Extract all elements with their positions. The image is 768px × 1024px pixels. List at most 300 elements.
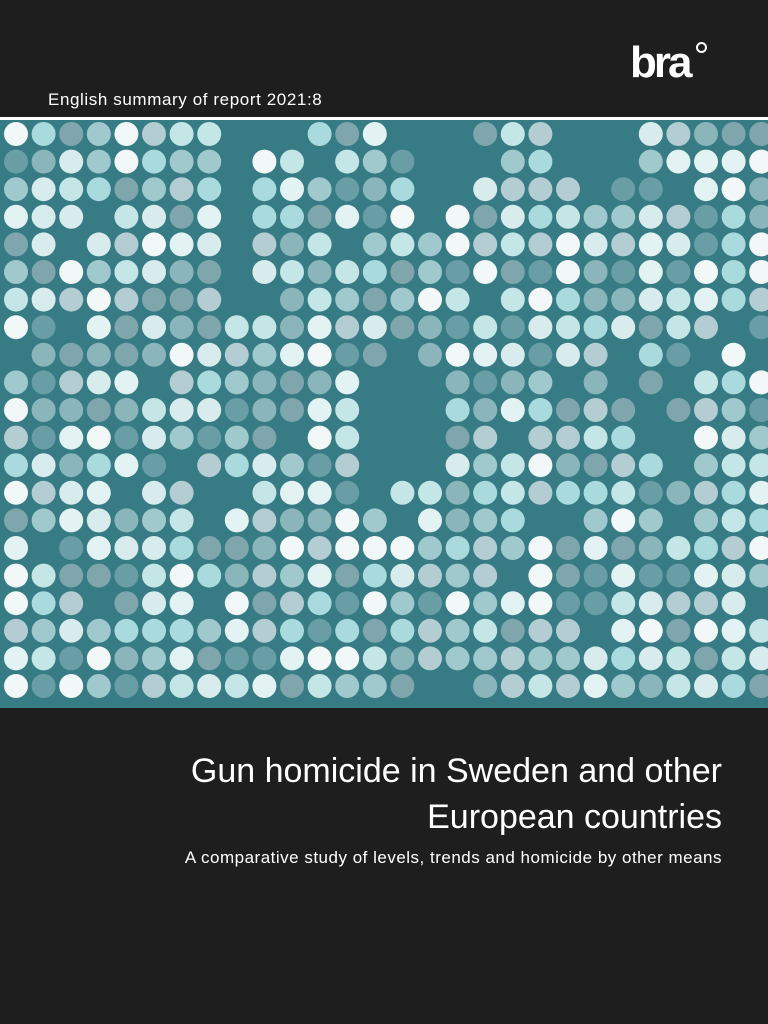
- pattern-dot: [308, 122, 332, 146]
- pattern-dot: [501, 343, 525, 367]
- pattern-dot: [749, 315, 768, 339]
- pattern-dot: [611, 260, 635, 284]
- pattern-dot: [749, 177, 768, 201]
- pattern-dot: [528, 232, 552, 256]
- pattern-dot: [611, 205, 635, 229]
- pattern-dot: [722, 343, 746, 367]
- pattern-dot: [252, 315, 276, 339]
- pattern-dot: [556, 591, 580, 615]
- pattern-dot: [749, 370, 768, 394]
- pattern-dot: [59, 591, 83, 615]
- pattern-dot: [390, 564, 414, 588]
- pattern-dot: [390, 288, 414, 312]
- pattern-dot: [308, 370, 332, 394]
- pattern-dot: [639, 508, 663, 532]
- pattern-dot: [142, 426, 166, 450]
- pattern-dot: [142, 177, 166, 201]
- pattern-dot: [390, 205, 414, 229]
- pattern-dot: [87, 150, 111, 174]
- pattern-dot: [197, 536, 221, 560]
- pattern-dot: [363, 122, 387, 146]
- title-block: [22, 748, 722, 868]
- pattern-dot: [501, 260, 525, 284]
- pattern-dot: [584, 343, 608, 367]
- pattern-dot: [32, 370, 56, 394]
- pattern-dot: [170, 508, 194, 532]
- pattern-dot: [446, 536, 470, 560]
- pattern-dot: [722, 564, 746, 588]
- pattern-dot: [252, 481, 276, 505]
- pattern-dot: [87, 646, 111, 670]
- pattern-dot: [32, 177, 56, 201]
- pattern-dot: [87, 122, 111, 146]
- pattern-dot: [308, 288, 332, 312]
- pattern-dot: [197, 343, 221, 367]
- pattern-dot: [666, 674, 690, 698]
- pattern-dot: [32, 343, 56, 367]
- pattern-dot: [87, 564, 111, 588]
- pattern-dot: [363, 536, 387, 560]
- pattern-dot: [335, 564, 359, 588]
- pattern-dot: [252, 426, 276, 450]
- pattern-dot: [225, 398, 249, 422]
- pattern-dot: [32, 398, 56, 422]
- pattern-dot: [749, 288, 768, 312]
- pattern-dot: [611, 315, 635, 339]
- pattern-dot: [694, 591, 718, 615]
- pattern-dot: [611, 481, 635, 505]
- pattern-dot: [170, 288, 194, 312]
- pattern-dot: [87, 426, 111, 450]
- dot-pattern-panel: [0, 120, 768, 708]
- pattern-dot: [87, 288, 111, 312]
- pattern-dot: [666, 591, 690, 615]
- pattern-dot: [446, 591, 470, 615]
- pattern-dot: [418, 343, 442, 367]
- pattern-dot: [87, 315, 111, 339]
- pattern-dot: [473, 564, 497, 588]
- pattern-dot: [501, 122, 525, 146]
- pattern-dot: [335, 508, 359, 532]
- pattern-dot: [280, 646, 304, 670]
- pattern-dot: [4, 426, 28, 450]
- pattern-dot: [639, 619, 663, 643]
- pattern-dot: [170, 591, 194, 615]
- pattern-dot: [170, 122, 194, 146]
- dot-pattern-graphic: [0, 120, 768, 708]
- pattern-dot: [556, 398, 580, 422]
- pattern-dot: [639, 564, 663, 588]
- pattern-dot: [694, 315, 718, 339]
- pattern-dot: [335, 674, 359, 698]
- pattern-dot: [446, 343, 470, 367]
- pattern-dot: [584, 260, 608, 284]
- pattern-dot: [59, 177, 83, 201]
- pattern-dot: [639, 288, 663, 312]
- pattern-dot: [87, 370, 111, 394]
- pattern-dot: [114, 674, 138, 698]
- pattern-dot: [722, 177, 746, 201]
- pattern-dot: [666, 150, 690, 174]
- pattern-dot: [418, 260, 442, 284]
- pattern-dot: [611, 288, 635, 312]
- pattern-dot: [142, 508, 166, 532]
- pattern-dot: [473, 536, 497, 560]
- pattern-dot: [446, 398, 470, 422]
- pattern-dot: [528, 343, 552, 367]
- pattern-dot: [252, 619, 276, 643]
- pattern-dot: [556, 205, 580, 229]
- pattern-dot: [528, 426, 552, 450]
- pattern-dot: [639, 646, 663, 670]
- pattern-dot: [114, 343, 138, 367]
- pattern-dot: [4, 150, 28, 174]
- pattern-dot: [584, 315, 608, 339]
- pattern-dot: [556, 343, 580, 367]
- pattern-dot: [473, 398, 497, 422]
- pattern-dot: [170, 150, 194, 174]
- pattern-dot: [473, 343, 497, 367]
- pattern-dot: [32, 260, 56, 284]
- pattern-dot: [446, 646, 470, 670]
- pattern-dot: [252, 674, 276, 698]
- pattern-dot: [390, 150, 414, 174]
- pattern-dot: [473, 315, 497, 339]
- pattern-dot: [390, 315, 414, 339]
- pattern-dot: [308, 343, 332, 367]
- pattern-dot: [87, 260, 111, 284]
- pattern-dot: [308, 619, 332, 643]
- pattern-dot: [280, 288, 304, 312]
- pattern-dot: [252, 508, 276, 532]
- pattern-dot: [4, 288, 28, 312]
- report-label: English summary of report 2021:8: [48, 90, 323, 109]
- pattern-dot: [722, 370, 746, 394]
- pattern-dot: [308, 453, 332, 477]
- pattern-dot: [639, 122, 663, 146]
- pattern-dot: [528, 536, 552, 560]
- pattern-dot: [473, 646, 497, 670]
- pattern-dot: [225, 564, 249, 588]
- pattern-dot: [335, 426, 359, 450]
- pattern-dot: [170, 619, 194, 643]
- pattern-dot: [722, 481, 746, 505]
- pattern-dot: [280, 674, 304, 698]
- pattern-dot: [114, 591, 138, 615]
- pattern-dot: [666, 205, 690, 229]
- pattern-dot: [749, 453, 768, 477]
- pattern-dot: [446, 619, 470, 643]
- pattern-dot: [170, 674, 194, 698]
- pattern-dot: [446, 288, 470, 312]
- pattern-dot: [225, 591, 249, 615]
- pattern-dot: [32, 481, 56, 505]
- pattern-dot: [280, 591, 304, 615]
- pattern-dot: [666, 288, 690, 312]
- pattern-dot: [611, 177, 635, 201]
- pattern-dot: [639, 370, 663, 394]
- pattern-dot: [4, 646, 28, 670]
- pattern-dot: [639, 343, 663, 367]
- pattern-dot: [418, 315, 442, 339]
- pattern-dot: [722, 591, 746, 615]
- pattern-dot: [390, 536, 414, 560]
- pattern-dot: [114, 315, 138, 339]
- pattern-dot: [114, 453, 138, 477]
- pattern-dot: [722, 260, 746, 284]
- pattern-dot: [694, 232, 718, 256]
- pattern-dot: [584, 232, 608, 256]
- pattern-dot: [390, 646, 414, 670]
- pattern-dot: [225, 508, 249, 532]
- pattern-dot: [170, 370, 194, 394]
- pattern-dot: [114, 150, 138, 174]
- pattern-dot: [666, 619, 690, 643]
- pattern-dot: [308, 205, 332, 229]
- pattern-dot: [4, 398, 28, 422]
- pattern-dot: [666, 260, 690, 284]
- pattern-dot: [418, 232, 442, 256]
- pattern-dot: [694, 536, 718, 560]
- pattern-dot: [142, 205, 166, 229]
- pattern-dot: [694, 453, 718, 477]
- pattern-dot: [170, 426, 194, 450]
- pattern-dot: [666, 564, 690, 588]
- pattern-dot: [528, 177, 552, 201]
- pattern-dot: [473, 232, 497, 256]
- pattern-dot: [280, 260, 304, 284]
- pattern-dot: [611, 591, 635, 615]
- pattern-dot: [280, 564, 304, 588]
- pattern-dot: [87, 453, 111, 477]
- pattern-dot: [556, 453, 580, 477]
- pattern-dot: [87, 508, 111, 532]
- logo-ring-icon: [696, 42, 707, 53]
- pattern-dot: [666, 122, 690, 146]
- pattern-dot: [142, 288, 166, 312]
- pattern-dot: [749, 536, 768, 560]
- pattern-dot: [473, 481, 497, 505]
- pattern-dot: [142, 343, 166, 367]
- pattern-dot: [639, 481, 663, 505]
- pattern-dot: [501, 370, 525, 394]
- pattern-dot: [473, 619, 497, 643]
- pattern-dot: [308, 481, 332, 505]
- pattern-dot: [501, 315, 525, 339]
- pattern-dot: [584, 508, 608, 532]
- pattern-dot: [252, 370, 276, 394]
- pattern-dot: [308, 232, 332, 256]
- pattern-dot: [32, 122, 56, 146]
- pattern-dot: [528, 564, 552, 588]
- pattern-dot: [197, 674, 221, 698]
- pattern-dot: [4, 177, 28, 201]
- pattern-dot: [694, 619, 718, 643]
- pattern-dot: [32, 315, 56, 339]
- pattern-dot: [363, 232, 387, 256]
- pattern-dot: [114, 426, 138, 450]
- pattern-dot: [280, 619, 304, 643]
- pattern-dot: [584, 398, 608, 422]
- pattern-dot: [749, 619, 768, 643]
- pattern-dot: [308, 536, 332, 560]
- pattern-dot: [59, 288, 83, 312]
- pattern-dot: [639, 315, 663, 339]
- pattern-dot: [556, 232, 580, 256]
- pattern-dot: [390, 260, 414, 284]
- pattern-dot: [363, 343, 387, 367]
- pattern-dot: [59, 508, 83, 532]
- pattern-dot: [114, 122, 138, 146]
- pattern-dot: [556, 564, 580, 588]
- pattern-dot: [418, 564, 442, 588]
- pattern-dot: [639, 177, 663, 201]
- pattern-dot: [694, 177, 718, 201]
- pattern-dot: [252, 398, 276, 422]
- pattern-dot: [32, 564, 56, 588]
- pattern-dot: [363, 205, 387, 229]
- pattern-dot: [446, 205, 470, 229]
- pattern-dot: [611, 674, 635, 698]
- pattern-dot: [142, 260, 166, 284]
- pattern-dot: [473, 205, 497, 229]
- pattern-dot: [170, 398, 194, 422]
- pattern-dot: [142, 536, 166, 560]
- pattern-dot: [749, 674, 768, 698]
- pattern-dot: [584, 591, 608, 615]
- pattern-dot: [4, 481, 28, 505]
- pattern-dot: [197, 564, 221, 588]
- pattern-dot: [252, 591, 276, 615]
- pattern-dot: [749, 122, 768, 146]
- pattern-dot: [501, 288, 525, 312]
- pattern-dot: [225, 646, 249, 670]
- pattern-dot: [363, 177, 387, 201]
- pattern-dot: [59, 150, 83, 174]
- pattern-dot: [611, 646, 635, 670]
- pattern-dot: [59, 122, 83, 146]
- pattern-dot: [666, 315, 690, 339]
- pattern-dot: [170, 232, 194, 256]
- pattern-dot: [722, 150, 746, 174]
- pattern-dot: [335, 260, 359, 284]
- pattern-dot: [418, 619, 442, 643]
- pattern-dot: [252, 205, 276, 229]
- pattern-dot: [446, 564, 470, 588]
- pattern-dot: [252, 260, 276, 284]
- pattern-dot: [501, 591, 525, 615]
- pattern-dot: [335, 536, 359, 560]
- pattern-dot: [639, 536, 663, 560]
- pattern-dot: [528, 674, 552, 698]
- pattern-dot: [749, 481, 768, 505]
- pattern-dot: [501, 619, 525, 643]
- pattern-dot: [446, 315, 470, 339]
- pattern-dot: [252, 150, 276, 174]
- pattern-dot: [335, 150, 359, 174]
- pattern-dot: [694, 674, 718, 698]
- pattern-dot: [170, 536, 194, 560]
- pattern-dot: [170, 343, 194, 367]
- pattern-dot: [280, 205, 304, 229]
- pattern-dot: [390, 232, 414, 256]
- pattern-dot: [556, 177, 580, 201]
- pattern-dot: [335, 591, 359, 615]
- pattern-dot: [501, 150, 525, 174]
- pattern-dot: [501, 453, 525, 477]
- pattern-dot: [225, 619, 249, 643]
- pattern-dot: [114, 232, 138, 256]
- pattern-dot: [694, 398, 718, 422]
- pattern-dot: [32, 150, 56, 174]
- pattern-dot: [584, 646, 608, 670]
- pattern-dot: [722, 453, 746, 477]
- pattern-dot: [197, 288, 221, 312]
- pattern-dot: [32, 205, 56, 229]
- pattern-dot: [197, 205, 221, 229]
- pattern-dot: [666, 536, 690, 560]
- pattern-dot: [280, 398, 304, 422]
- pattern-dot: [114, 177, 138, 201]
- pattern-dot: [528, 315, 552, 339]
- pattern-dot: [308, 508, 332, 532]
- pattern-dot: [32, 591, 56, 615]
- pattern-dot: [308, 564, 332, 588]
- pattern-dot: [446, 370, 470, 394]
- pattern-dot: [32, 646, 56, 670]
- pattern-dot: [446, 426, 470, 450]
- pattern-dot: [87, 619, 111, 643]
- pattern-dot: [584, 564, 608, 588]
- pattern-dot: [363, 150, 387, 174]
- pattern-dot: [611, 453, 635, 477]
- pattern-dot: [666, 232, 690, 256]
- pattern-dot: [59, 536, 83, 560]
- pattern-dot: [197, 122, 221, 146]
- top-bar: [0, 0, 768, 118]
- pattern-dot: [87, 398, 111, 422]
- pattern-dot: [335, 205, 359, 229]
- pattern-dot: [639, 591, 663, 615]
- pattern-dot: [501, 674, 525, 698]
- pattern-dot: [114, 370, 138, 394]
- pattern-dot: [556, 536, 580, 560]
- pattern-dot: [528, 591, 552, 615]
- pattern-dot: [32, 288, 56, 312]
- pattern-dot: [87, 481, 111, 505]
- pattern-dot: [390, 177, 414, 201]
- pattern-dot: [4, 619, 28, 643]
- pattern-dot: [363, 260, 387, 284]
- pattern-dot: [528, 619, 552, 643]
- pattern-dot: [197, 646, 221, 670]
- pattern-dot: [142, 646, 166, 670]
- pattern-dot: [556, 481, 580, 505]
- pattern-dot: [694, 564, 718, 588]
- pattern-dot: [4, 315, 28, 339]
- pattern-dot: [252, 343, 276, 367]
- pattern-dot: [197, 619, 221, 643]
- pattern-dot: [501, 646, 525, 670]
- pattern-dot: [390, 591, 414, 615]
- pattern-dot: [308, 591, 332, 615]
- pattern-dot: [446, 508, 470, 532]
- pattern-dot: [252, 646, 276, 670]
- pattern-dot: [694, 426, 718, 450]
- pattern-dot: [446, 232, 470, 256]
- pattern-dot: [694, 481, 718, 505]
- pattern-dot: [749, 260, 768, 284]
